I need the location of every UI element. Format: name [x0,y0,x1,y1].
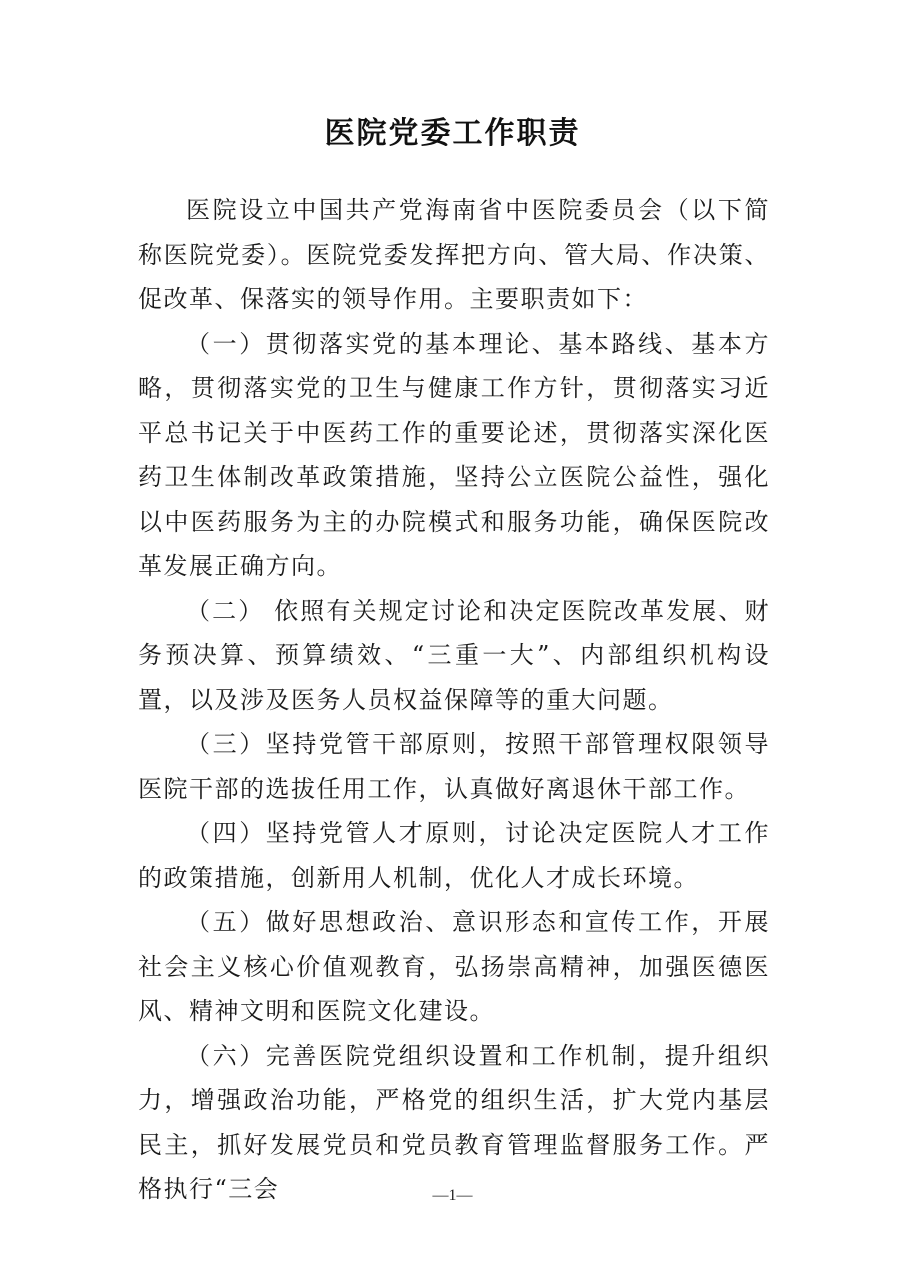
paragraph-duty-6: （六）完善医院党组织设置和工作机制，提升组织力，增强政治功能，严格党的组织生活，扩大党内基层民主，抓好发展党员和党员教育管理监督服务工作。严格执行“三会 [138,1041,770,1203]
paragraph-duty-5: （五）做好思想政治、意识形态和宣传工作，开展社会主义核心价值观教育，弘扬崇高精神，加强医德医风、精神文明和医院文化建设。 [138,908,770,1025]
paragraph-duty-3: （三）坚持党管干部原则，按照干部管理权限领导医院干部的选拔任用工作，认真做好离退休干部工作。 [138,730,770,803]
paragraph-duty-2: （二） 依照有关规定讨论和决定医院改革发展、财务预决算、预算绩效、“三重一大”、内部组织机构设置，以及涉及医务人员权益保障等的重大问题。 [138,596,770,714]
paragraph-intro: 医院设立中国共产党海南省中医院委员会（以下简称医院党委）。医院党委发挥把方向、管大局、作决策、促改革、保落实的领导作用。主要职责如下： [138,196,770,313]
paragraph-duty-4: （四）坚持党管人才原则，讨论决定医院人才工作的政策措施，创新用人机制，优化人才成长环境。 [138,819,770,892]
page-number: —1— [432,1187,473,1204]
document-body [138,188,770,1212]
document-title: 医院党委工作职责 [324,116,581,151]
paragraph-duty-1: （一）贯彻落实党的基本理论、基本路线、基本方略，贯彻落实党的卫生与健康工作方针，贯彻落实习近平总书记关于中医药工作的重要论述，贯彻落实深化医药卫生体制改革政策措施，坚持公立医院公益性，强化以中医药服务为主的办院模式和服务功能，确保医院改革发展正确方向。 [138,329,770,580]
